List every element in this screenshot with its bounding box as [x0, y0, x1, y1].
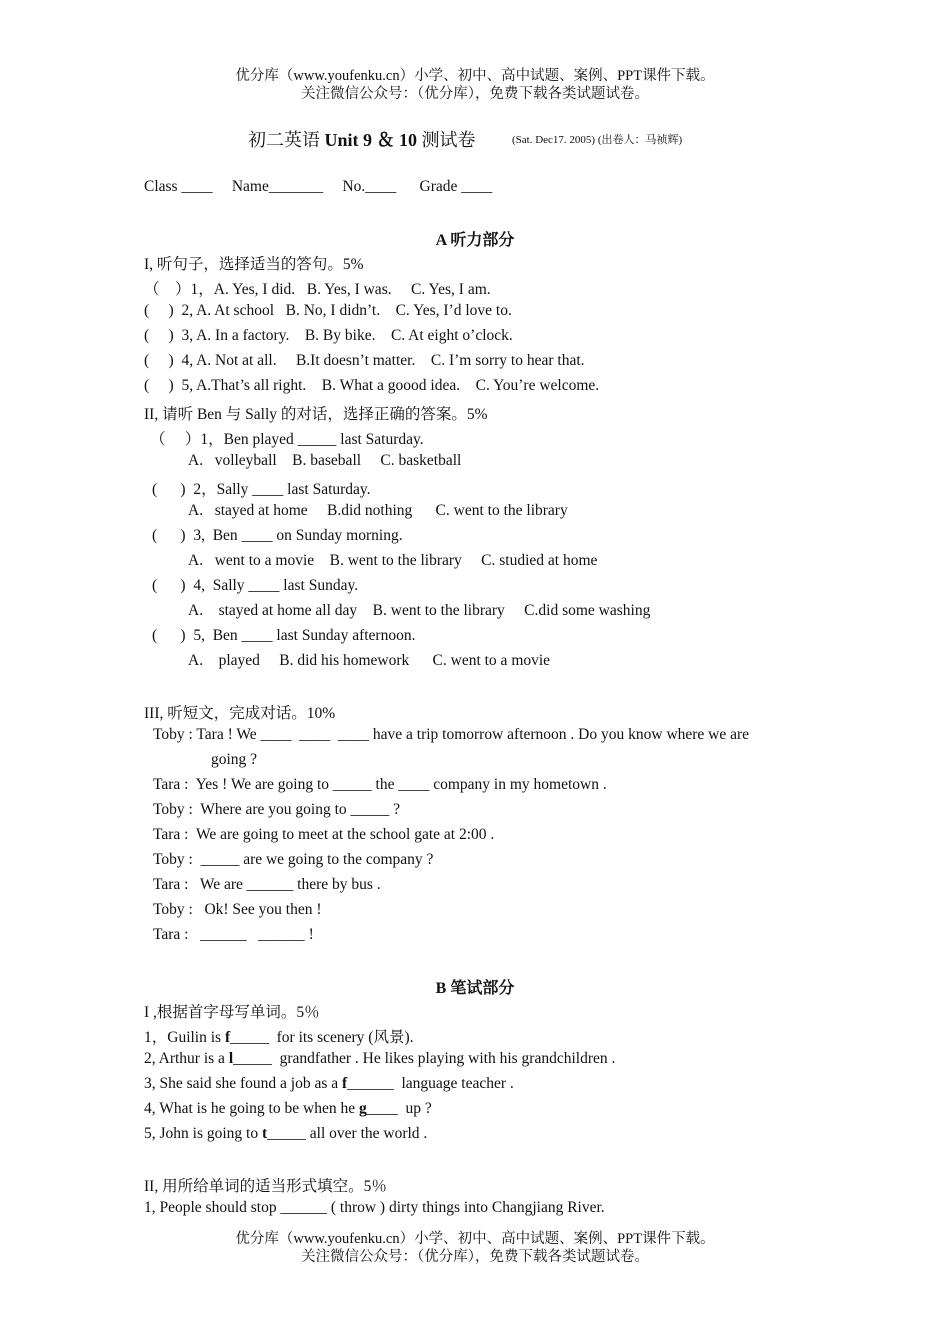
- title-prefix: 初二英语: [248, 130, 325, 150]
- a3-line-6: Tara : We are ______ there by bus .: [153, 876, 381, 893]
- title-suffix: 测试卷: [417, 130, 476, 150]
- title-unit: Unit 9 ＆ 10: [324, 130, 418, 150]
- a2-options-4: A. stayed at home all day B. went to the library C.did some washing: [188, 602, 651, 619]
- a1-question-3: ( ) 3, A. In a factory. B. By bike. C. At eight o’clock.: [144, 327, 513, 344]
- footer-line-1: 优分库（www.youfenku.cn）小学、初中、高中试题、案例、PPT课件下载。: [235, 1231, 715, 1247]
- a2-question-2: ( ) 2，Sally ____ last Saturday.: [152, 481, 371, 498]
- part-a3-heading: III, 听短文，完成对话。10%: [144, 705, 336, 722]
- b1-question-1: 1，Guilin is f_____ for its scenery (风景).: [144, 1029, 414, 1046]
- title-subtitle: (Sat. Dec17. 2005) (出卷人：马祯辉): [512, 134, 683, 146]
- a3-line-7: Toby : Ok! See you then !: [153, 901, 322, 918]
- b1-question-2: 2, Arthur is a l_____ grandfather . He likes playing with his grandchildren .: [144, 1050, 616, 1067]
- page-title: [248, 126, 476, 152]
- b1-question-4: 4, What is he going to be when he g____ up ?: [144, 1100, 432, 1117]
- a2-question-4: ( ) 4, Sally ____ last Sunday.: [152, 577, 359, 594]
- a3-line-4: Tara : We are going to meet at the school gate at 2:00 .: [153, 826, 495, 843]
- part-b1-heading: I ,根据首字母写单词。5％: [144, 1004, 320, 1021]
- b1-question-3: 3, She said she found a job as a f______ language teacher .: [144, 1075, 514, 1092]
- a1-question-2: ( ) 2, A. At school B. No, I didn’t. C. Yes, I’d love to.: [144, 302, 512, 319]
- a2-options-2: A. stayed at home B.did nothing C. went to the library: [188, 502, 568, 519]
- a2-options-5: A. played B. did his homework C. went to a movie: [188, 652, 551, 669]
- a3-line-1-cont: going ?: [211, 751, 258, 768]
- header-line-2: 关注微信公众号：（优分库），免费下载各类试题试卷。: [301, 86, 649, 102]
- part-a1-heading: I, 听句子，选择适当的答句。5%: [144, 256, 364, 273]
- part-a2-heading: II, 请听 Ben 与 Sally 的对话，选择正确的答案。5%: [144, 406, 488, 423]
- b2-question-1: 1, People should stop ______ ( throw ) dirty things into Changjiang River.: [144, 1199, 605, 1216]
- a3-line-5: Toby : _____ are we going to the company ?: [153, 851, 434, 868]
- section-b-title: B 笔试部分: [435, 980, 515, 997]
- a2-options-3: A. went to a movie B. went to the library C. studied at home: [188, 552, 598, 569]
- a1-question-1: （ ）1，A. Yes, I did. B. Yes, I was. C. Yes, I am.: [144, 281, 491, 298]
- header-line-1: 优分库（www.youfenku.cn）小学、初中、高中试题、案例、PPT课件下载。: [235, 68, 715, 84]
- a3-line-3: Toby : Where are you going to _____ ?: [153, 801, 401, 818]
- footer-line-2: 关注微信公众号：（优分库），免费下载各类试题试卷。: [301, 1249, 649, 1265]
- a3-line-1: Toby : Tara ! We ____ ____ ____ have a trip tomorrow afternoon . Do you know where we are: [153, 726, 750, 743]
- a3-line-2: Tara : Yes ! We are going to _____ the ____ company in my hometown .: [153, 776, 607, 793]
- a2-options-1: A. volleyball B. baseball C. basketball: [188, 452, 462, 469]
- a1-question-5: ( ) 5, A.That’s all right. B. What a goood idea. C. You’re welcome.: [144, 377, 600, 394]
- a2-question-3: ( ) 3, Ben ____ on Sunday morning.: [152, 527, 403, 544]
- part-b2-heading: II, 用所给单词的适当形式填空。5％: [144, 1178, 387, 1195]
- a2-question-1: （ ）1，Ben played _____ last Saturday.: [150, 431, 424, 448]
- b1-question-5: 5, John is going to t_____ all over the world .: [144, 1125, 428, 1142]
- student-info-line: Class ____ Name_______ No.____ Grade ____: [144, 178, 493, 195]
- a3-line-8: Tara : ______ ______ !: [153, 926, 314, 943]
- a2-question-5: ( ) 5, Ben ____ last Sunday afternoon.: [152, 627, 416, 644]
- section-a-title: A 听力部分: [435, 232, 515, 249]
- a1-question-4: ( ) 4, A. Not at all. B.It doesn’t matter. C. I’m sorry to hear that.: [144, 352, 585, 369]
